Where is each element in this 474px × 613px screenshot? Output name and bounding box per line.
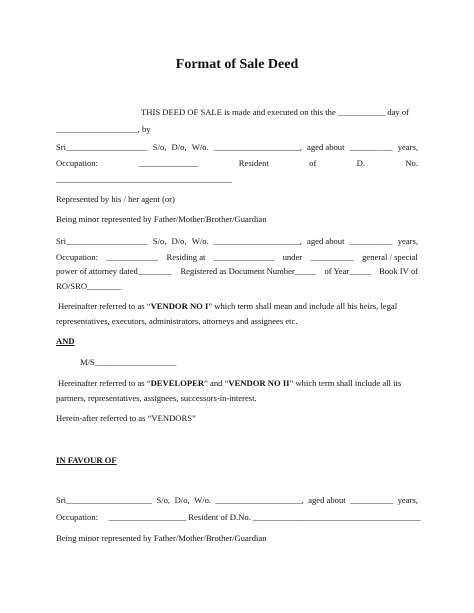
vendor2-aged-about: aged about [307,236,345,246]
minor-line-1: Being minor represented by Father/Mother/Brother/Guardian [56,214,267,224]
and-heading: AND [56,336,75,346]
vendor1-relation-field: ____________________, [213,142,302,152]
purchaser-resident-label: Resident of D.No. [188,512,251,522]
vendor1-occupation-row [56,158,418,169]
ref2-post: ” which term shall include all its [289,378,402,388]
vendor-no-2-label: VENDOR NO II [228,378,290,388]
vendor2-book: Book IV of [379,266,418,276]
vendor2-occupation-label: Occupation: [56,252,98,262]
vendors-reference: Herein-after referred to as “VENDORS” [56,413,196,423]
purchaser-son-of: S/o, [156,495,171,505]
vendor-one-reference-line-2: representatives, executors, administrators, attorneys and assignees etc. [56,316,298,326]
purchaser-occupation-row [56,512,421,523]
developer-label: DEVELOPER [150,378,205,388]
vendor1-no-label: No. [405,158,418,168]
purchaser-years: years, [397,495,418,505]
vendor2-under-label: under [282,252,303,262]
vendor1-resident-label: Resident [238,158,269,168]
deed-intro-line-2: ___________________, by [56,124,151,134]
deed-intro-line: THIS DEED OF SALE is made and executed on this the ___________ day of [141,107,410,117]
vendor2-occupation-field: ____________ [106,252,159,262]
vendor2-relation-field: ____________________, [213,236,302,246]
vendor2-year: of Year_____ [324,266,371,276]
purchaser-address-field: _______________________________________ [252,512,421,522]
purchaser-daughter-of: D/o, [174,495,190,505]
vendor2-son-of: S/o, [152,236,167,246]
document-title: Format of Sale Deed [175,57,299,72]
vendor1-age-field: __________ [349,142,393,152]
purchaser-age-field: __________ [350,495,394,505]
vendor1-name-field: Sri___________________ [56,142,148,152]
purchaser-name-field: Sri____________________ [56,495,152,505]
purchaser-identity-row [56,495,418,506]
purchaser-wife-of: W/o. [194,495,212,505]
purchaser-occupation-label: Occupation: [56,512,98,522]
agent-line: Represented by his / her agent (or) [56,194,175,204]
ref1-pre: Hereinafter referred to as “ [58,301,151,311]
vendor2-wife-of: W/o. [191,236,209,246]
vendor1-door-label: D. [356,158,366,168]
vendor2-ro-sro-field: RO/SRO________ [56,281,122,291]
purchaser-aged-about: aged about [308,495,346,505]
vendor1-occupation-field: ______________ [138,158,199,168]
vendor1-wife-of: W/o. [191,142,209,152]
vendor2-poa-row [56,266,418,277]
vendor-one-reference [58,301,397,312]
in-favour-of-heading: IN FAVOUR OF [56,455,117,465]
vendor2-daughter-of: D/o, [171,236,187,246]
vendor2-residence-field: ______________ [213,252,275,262]
vendor2-document-number: Registered as Document Number_____ [180,266,317,276]
purchaser-relation-field: ____________________, [215,495,304,505]
vendor1-address-field: _________________________________________ [56,174,233,184]
ref2-mid: ” and “ [204,378,229,388]
vendor2-age-field: __________ [349,236,393,246]
vendor1-identity-row [56,142,418,153]
vendor1-years: years, [397,142,418,152]
ref1-post: ” which term shall mean and include all his heirs, legal [208,301,398,311]
ref2-pre: Hereinafter referred to as “ [58,378,151,388]
vendor1-son-of: S/o, [152,142,167,152]
minor-line-2: Being minor represented by Father/Mother/Brother/Guardian [56,533,267,543]
purchaser-occupation-field: __________________ [108,512,187,522]
vendor-no-1-label: VENDOR NO I [150,301,209,311]
ms-field: M/S___________________ [80,357,177,367]
vendor2-general-special: general / special [362,252,418,262]
developer-reference-line-2: partners, representatives, assignees, successors-in-interest. [56,393,257,403]
vendor2-years: years, [397,236,418,246]
vendor1-daughter-of: D/o, [171,142,187,152]
developer-reference [58,378,401,389]
vendor2-poa-date: power of attorney dated________ [56,266,173,276]
vendor1-occupation-label: Occupation: [56,158,98,168]
vendor2-name-field: Sri___________________ [56,236,148,246]
vendor2-identity-row [56,236,418,247]
vendor1-aged-about: aged about [307,142,345,152]
vendor2-occupation-row [56,252,418,263]
vendor1-of-label: of [309,158,317,168]
vendor2-poa-type-field: __________ [310,252,354,262]
vendor2-residing-label: Residing at [166,252,206,262]
